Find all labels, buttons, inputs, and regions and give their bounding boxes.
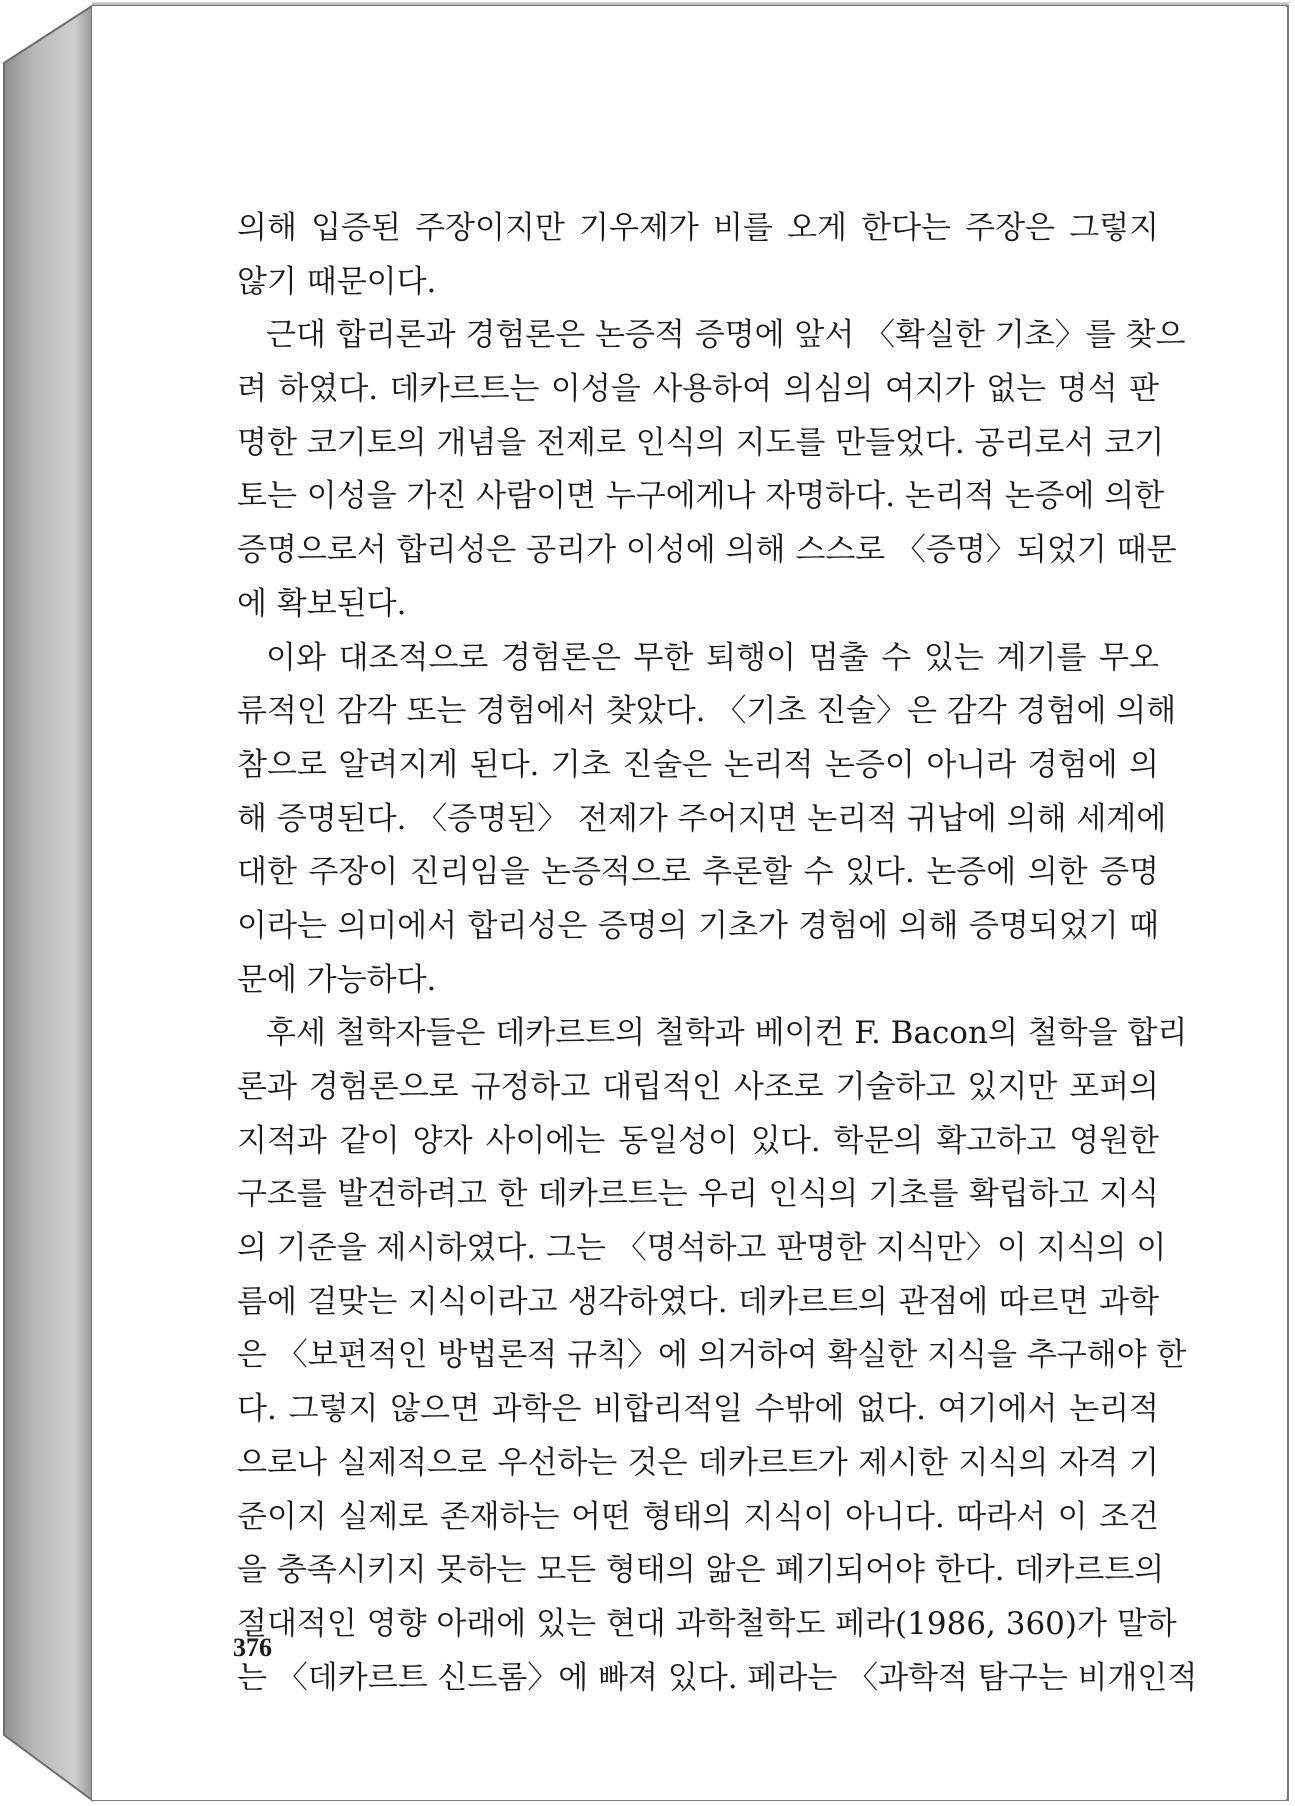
text-line: 지적과 같이 양자 사이에는 동일성이 있다. 학문의 확고하고 영원한 (237, 1122, 1159, 1159)
paragraph (237, 632, 1177, 1008)
text-line: 의 기준을 제시하였다. 그는 〈명석하고 판명한 지식만〉이 지식의 이 (237, 1230, 1167, 1267)
text-line: 참으로 알려지게 된다. 기초 진술은 논리적 논증이 아니라 경험에 의 (237, 746, 1159, 783)
text-line: 해 증명된다. 〈증명된〉 전제가 주어지면 논리적 귀납에 의해 세계에 (237, 800, 1167, 837)
text-line: 류적인 감각 또는 경험에서 찾았다. 〈기초 진술〉은 감각 경험에 의해 (237, 693, 1177, 730)
text-line: 이라는 의미에서 합리성은 증명의 기초가 경험에 의해 증명되었기 때 (237, 907, 1159, 944)
text-line: 이와 대조적으로 경험론은 무한 퇴행이 멈출 수 있는 계기를 무오 (266, 639, 1159, 676)
body-text (237, 202, 1198, 1705)
text-line: 을 충족시키지 못하는 모든 형태의 앎은 폐기되어야 한다. 데카르트의 (237, 1552, 1165, 1589)
text-line: 다. 그렇지 않으면 과학은 비합리적일 수밖에 없다. 여기에서 논리적 (237, 1391, 1159, 1428)
text-line: 은 〈보편적인 방법론적 규칙〉에 의거하여 확실한 지식을 추구해야 한 (237, 1337, 1187, 1374)
text-line: 구조를 발견하려고 한 데카르트는 우리 인식의 기초를 확립하고 지식 (237, 1176, 1159, 1213)
text-line: 절대적인 영향 아래에 있는 현대 과학철학도 페라(1986, 360)가 말하 (237, 1605, 1177, 1642)
text-line: 대한 주장이 진리임을 논증적으로 추론할 수 있다. 논증에 의한 증명 (237, 854, 1159, 891)
text-line: 명한 코기토의 개념을 전제로 인식의 지도를 만들었다. 공리로서 코기 (237, 424, 1165, 461)
paragraph (237, 202, 1159, 309)
text-line: 름에 걸맞는 지식이라고 생각하였다. 데카르트의 관점에 따르면 과학 (237, 1283, 1159, 1320)
text-line: 으로나 실제적으로 우선하는 것은 데카르트가 제시한 지식의 자격 기 (237, 1444, 1159, 1481)
text-line: 토는 이성을 가진 사람이면 누구에게나 자명하다. 논리적 논증에 의한 (237, 478, 1165, 515)
paragraph (237, 1007, 1198, 1705)
text-line: 에 확보된다. (237, 585, 407, 622)
text-line: 않기 때문이다. (237, 263, 437, 300)
text-line: 증명으로서 합리성은 공리가 이성에 의해 스스로 〈증명〉되었기 때문 (237, 532, 1177, 569)
text-line: 의해 입증된 주장이지만 기우제가 비를 오게 한다는 주장은 그렇지 (237, 210, 1159, 246)
text-line: 는 〈데카르트 신드롬〉에 빠져 있다. 페라는 〈과학적 탐구는 비개인적 (237, 1659, 1198, 1696)
text-line: 준이지 실제로 존재하는 어떤 형태의 지식이 아니다. 따라서 이 조건 (237, 1498, 1159, 1535)
text-line: 후세 철학자들은 데카르트의 철학과 베이컨 F. Bacon의 철학을 합리 (266, 1015, 1188, 1052)
page-number: 376 (233, 1633, 272, 1662)
text-line: 론과 경험론으로 규정하고 대립적인 사조로 기술하고 있지만 포퍼의 (237, 1069, 1159, 1105)
text-line: 려 하였다. 데카르트는 이성을 사용하여 의심의 여지가 없는 명석 판 (237, 371, 1159, 408)
paragraph (237, 309, 1186, 631)
text-line: 근대 합리론과 경험론은 논증적 증명에 앞서 〈확실한 기초〉를 찾으 (266, 317, 1186, 354)
text-line: 문에 가능하다. (237, 961, 437, 998)
